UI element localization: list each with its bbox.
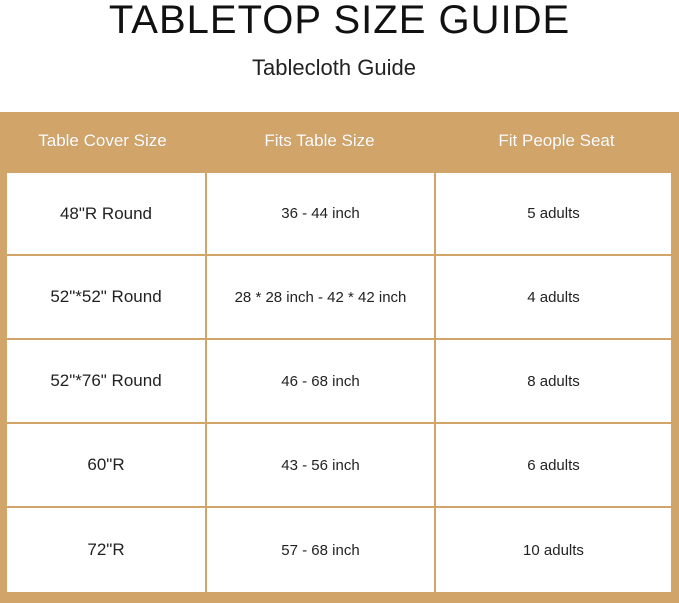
header-table-cover-size: Table Cover Size (38, 131, 167, 150)
table-row (7, 424, 671, 506)
cell-people-seat: 6 adults (436, 424, 671, 506)
cell-people-seat: 4 adults (436, 256, 671, 338)
table-row (7, 508, 671, 592)
table-row (7, 256, 671, 338)
cell-cover-size: 60"R (7, 424, 205, 506)
page-subtitle: Tablecloth Guide (252, 55, 416, 80)
header-fits-table-size: Fits Table Size (264, 131, 375, 150)
cell-table-size: 28 * 28 inch - 42 * 42 inch (207, 256, 434, 338)
cell-cover-size: 52"*76" Round (7, 340, 205, 422)
cell-cover-size: 72"R (7, 508, 205, 592)
table-row (7, 340, 671, 422)
size-guide-table (0, 112, 679, 603)
header-fit-people-seat: Fit People Seat (498, 131, 615, 150)
cell-table-size: 57 - 68 inch (207, 508, 434, 592)
cell-people-seat: 8 adults (436, 340, 671, 422)
cell-cover-size: 48"R Round (7, 173, 205, 254)
cell-cover-size: 52"*52" Round (7, 256, 205, 338)
cell-table-size: 36 - 44 inch (207, 173, 434, 254)
cell-people-seat: 10 adults (436, 508, 671, 592)
cell-table-size: 43 - 56 inch (207, 424, 434, 506)
cell-table-size: 46 - 68 inch (207, 340, 434, 422)
page-title: TABLETOP SIZE GUIDE (108, 0, 571, 42)
cell-people-seat: 5 adults (436, 173, 671, 254)
table-row (7, 173, 671, 254)
